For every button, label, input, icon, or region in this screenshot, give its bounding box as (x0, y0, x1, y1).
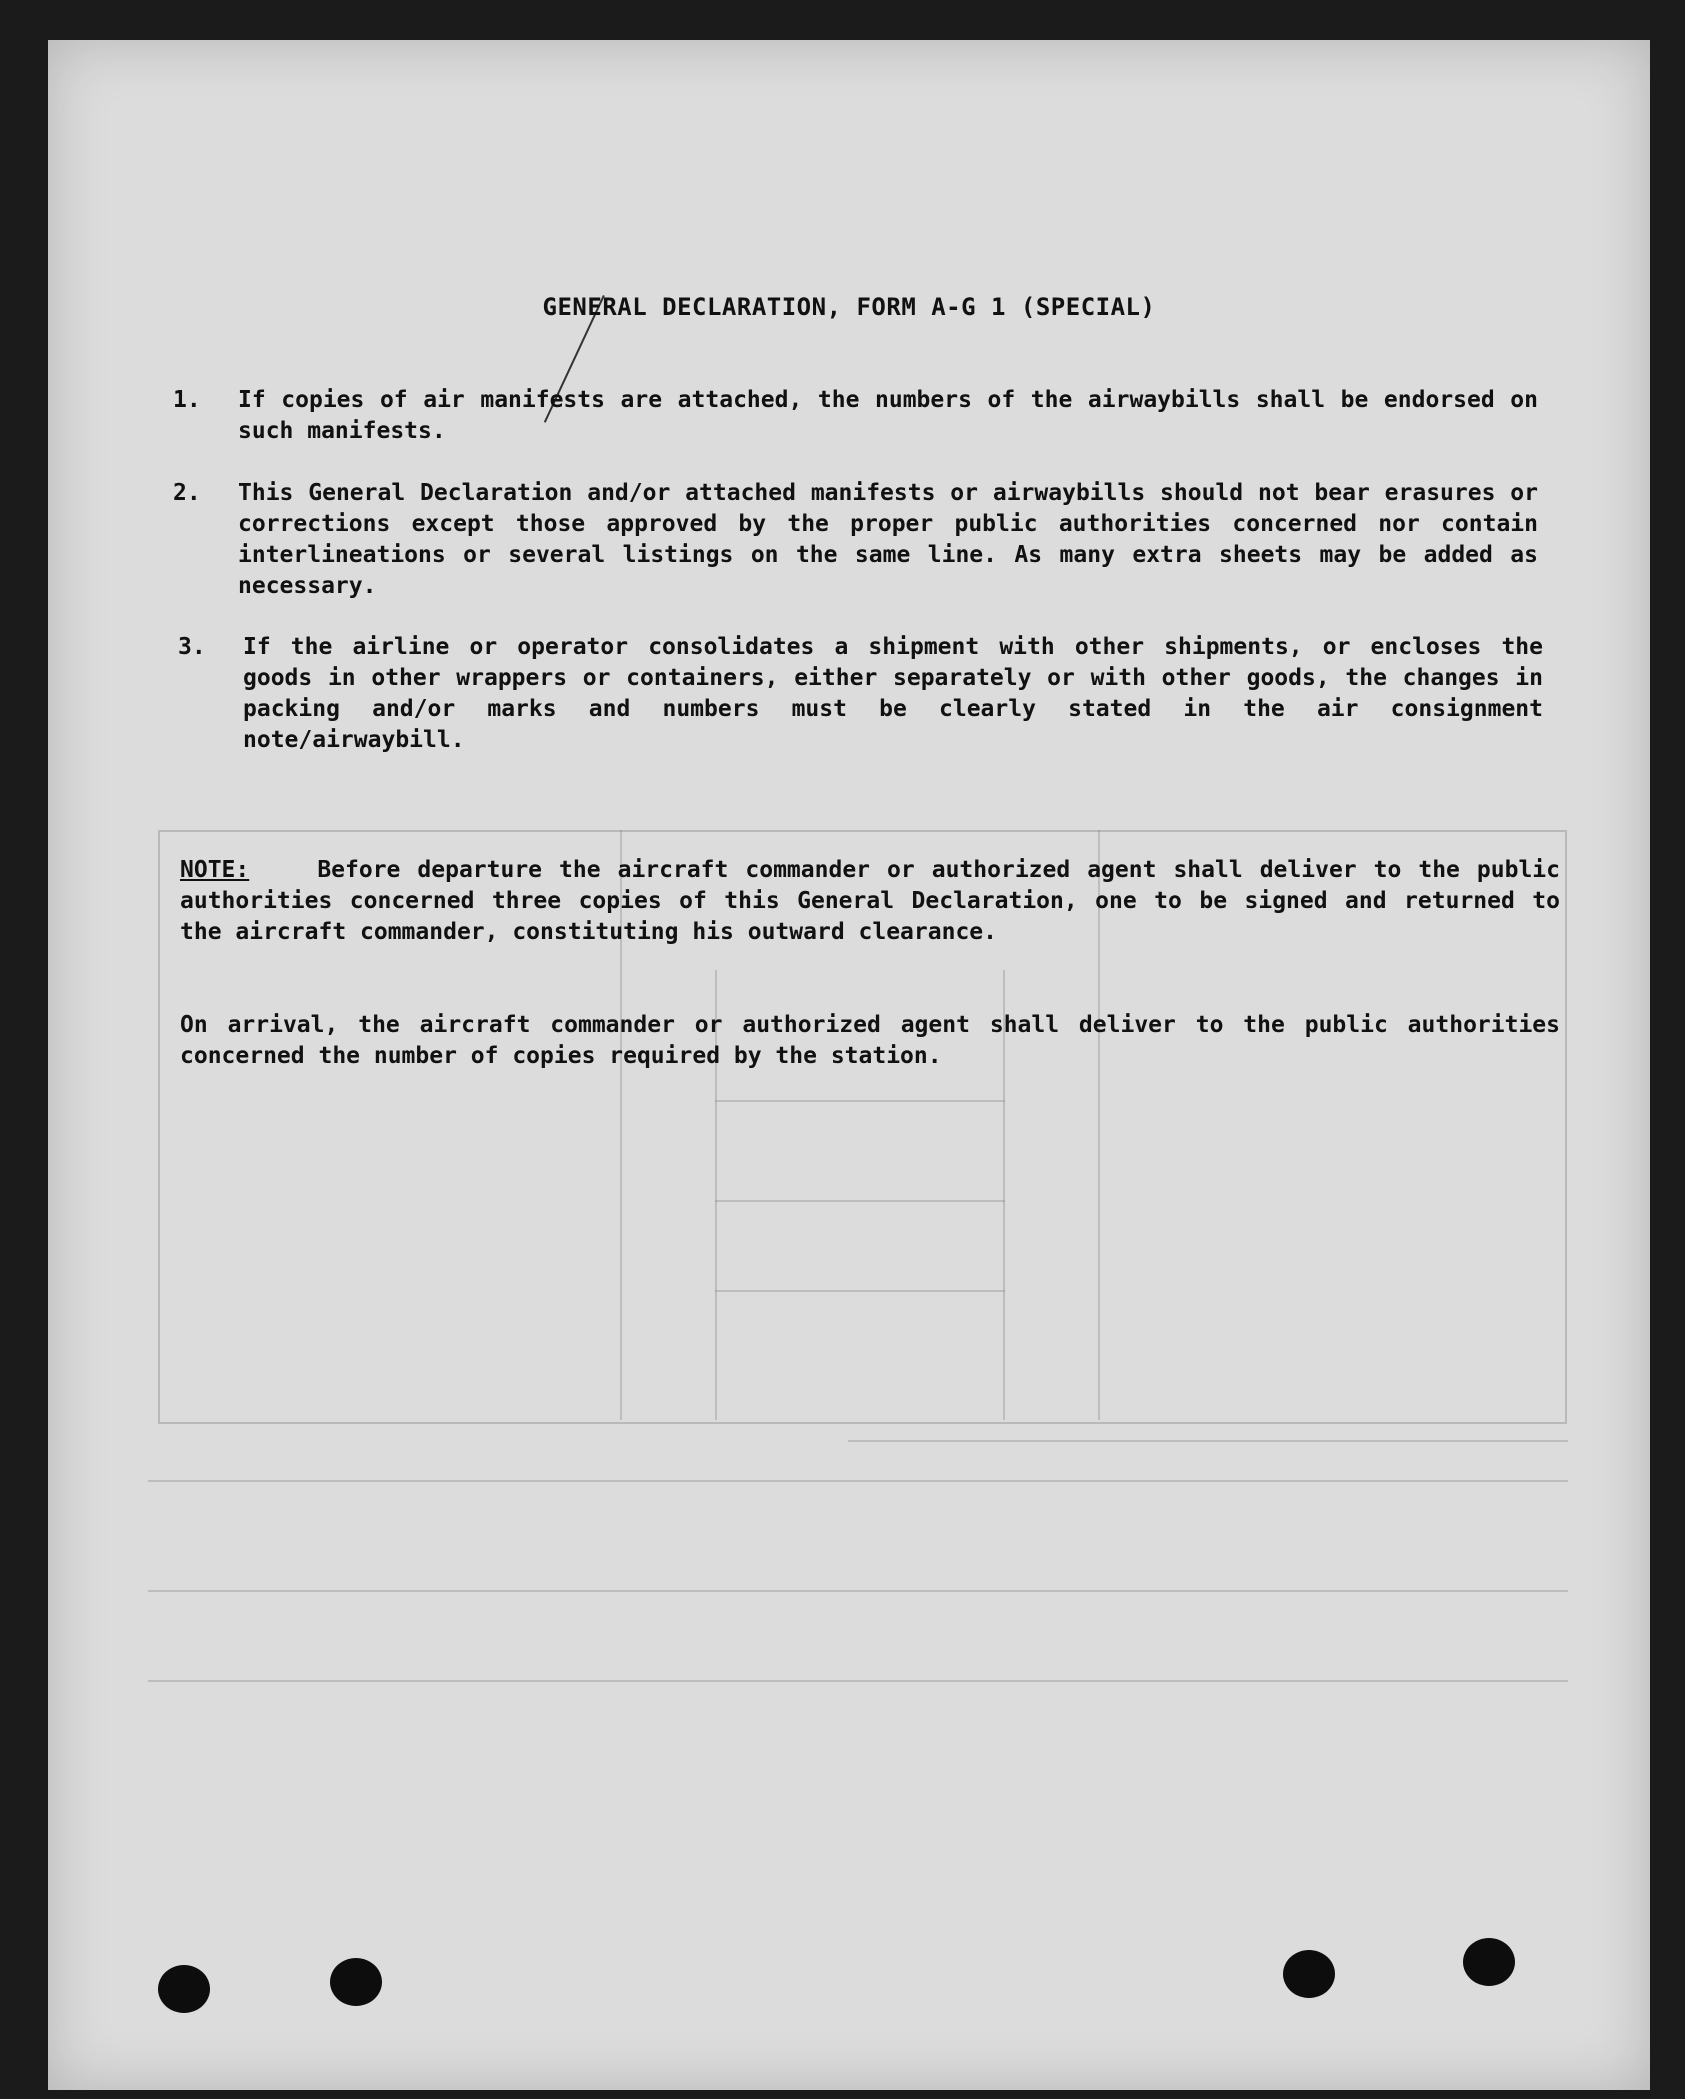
punch-hole (1283, 1950, 1335, 1998)
item-text: If the airline or operator consolidates a shipment with other shipments, or encloses the goods in other wrappers or containers, either separately or with other goods, the changes in packing and/or marks and numbers must be clearly stated in the air consignment note/airwaybill. (243, 634, 1543, 753)
document-body (48, 40, 1650, 2090)
arrival-paragraph (180, 1010, 1560, 1072)
punch-hole (158, 1965, 210, 2013)
arrival-text: On arrival, the aircraft commander or authorized agent shall deliver to the public authorities concerned the number of copies required by the station. (180, 1012, 1560, 1069)
note-label: NOTE: (180, 857, 250, 883)
page-title: GENERAL DECLARATION, FORM A-G 1 (SPECIAL) (542, 293, 1156, 321)
item-text: This General Declaration and/or attached manifests or airwaybills should not bear erasures or corrections except those approved by the proper public authorities concerned nor contain interlineations or several listings on the same line. As many extra sheets may be added as necessary. (238, 480, 1538, 599)
item-text: If copies of air manifests are attached, the numbers of the airwaybills shall be endorsed on such manifests. (238, 387, 1538, 444)
note-text: Before departure the aircraft commander or authorized agent shall deliver to the public authorities concerned three copies of this General Declaration, one to be signed and returned to the aircraft commander, constituting his outward clearance. (180, 857, 1560, 945)
punch-hole (1463, 1938, 1515, 1986)
item-number: 3. (178, 634, 206, 660)
punch-hole (330, 1958, 382, 2006)
paper-sheet (48, 40, 1650, 2090)
item-number: 2. (173, 480, 201, 506)
note-paragraph (180, 855, 1560, 948)
item-number: 1. (173, 387, 201, 413)
